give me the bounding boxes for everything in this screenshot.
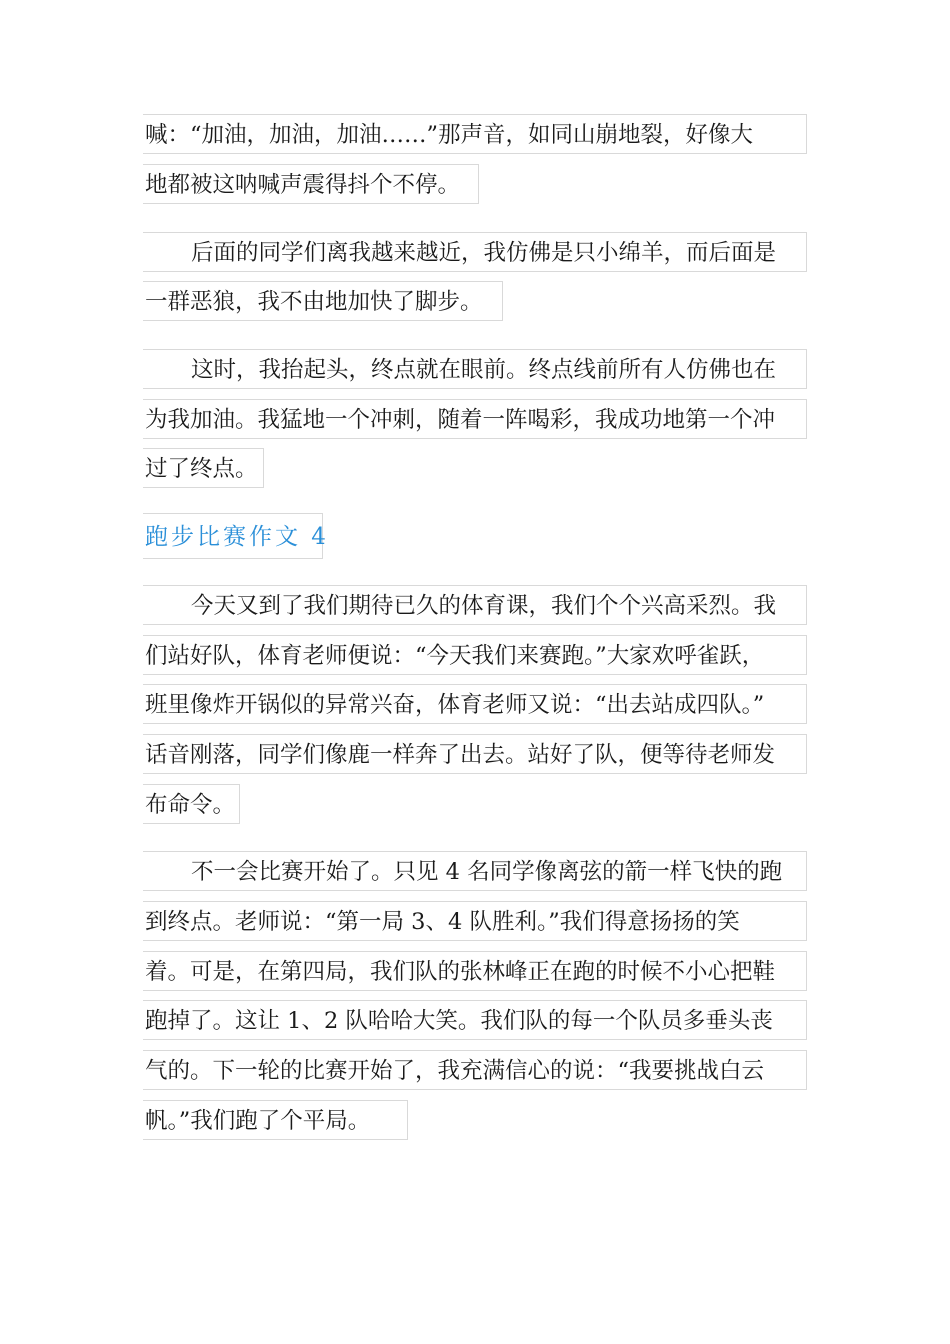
paragraph-line: 班里像炸开锅似的异常兴奋，体育老师又说：“出去站成四队。” bbox=[143, 684, 807, 724]
paragraph-line: 跑掉了。这让 1、2 队哈哈大笑。我们队的每一个队员多垂头丧 bbox=[143, 1000, 807, 1040]
paragraph-line: 帆。”我们跑了个平局。 bbox=[143, 1100, 408, 1140]
paragraph-line: 不一会比赛开始了。只见 4 名同学像离弦的箭一样飞快的跑 bbox=[143, 851, 807, 891]
paragraph-line: 布命令。 bbox=[143, 784, 240, 824]
paragraph-line: 喊：“加油，加油，加油……”那声音，如同山崩地裂，好像大 bbox=[143, 114, 807, 154]
paragraph-line: 们站好队，体育老师便说：“今天我们来赛跑。”大家欢呼雀跃， bbox=[143, 635, 807, 675]
paragraph-line: 后面的同学们离我越来越近，我仿佛是只小绵羊，而后面是 bbox=[143, 232, 807, 272]
paragraph-line: 话音刚落，同学们像鹿一样奔了出去。站好了队，便等待老师发 bbox=[143, 734, 807, 774]
paragraph-line: 地都被这呐喊声震得抖个不停。 bbox=[143, 164, 479, 204]
section-heading: 跑步比赛作文 4 bbox=[143, 513, 323, 559]
paragraph-line: 一群恶狼，我不由地加快了脚步。 bbox=[143, 281, 503, 321]
paragraph-line: 今天又到了我们期待已久的体育课，我们个个兴高采烈。我 bbox=[143, 585, 807, 625]
paragraph-line: 着。可是，在第四局，我们队的张林峰正在跑的时候不小心把鞋 bbox=[143, 951, 807, 991]
paragraph-line: 到终点。老师说：“第一局 3、4 队胜利。”我们得意扬扬的笑 bbox=[143, 901, 807, 941]
paragraph-line: 这时，我抬起头，终点就在眼前。终点线前所有人仿佛也在 bbox=[143, 349, 807, 389]
paragraph-line: 为我加油。我猛地一个冲刺，随着一阵喝彩，我成功地第一个冲 bbox=[143, 399, 807, 439]
paragraph-line: 气的。下一轮的比赛开始了，我充满信心的说：“我要挑战白云 bbox=[143, 1050, 807, 1090]
paragraph-line: 过了终点。 bbox=[143, 448, 264, 488]
